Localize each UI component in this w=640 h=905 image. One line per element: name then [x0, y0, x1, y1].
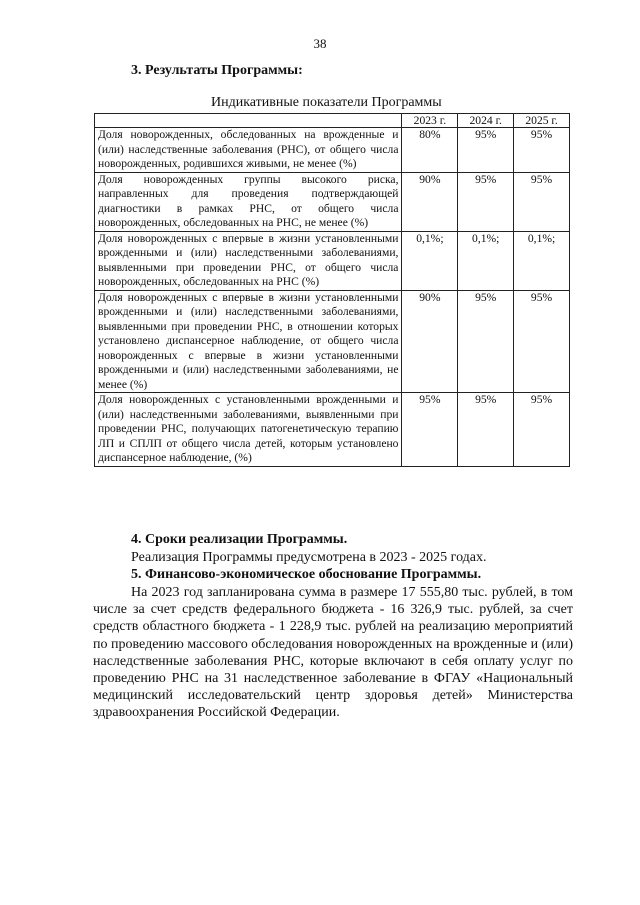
value-2024: 95%	[458, 290, 514, 393]
section-4-heading: 4. Сроки реализации Программы.	[131, 532, 348, 547]
section-4-text: Реализация Программы предусмотрена в 2023 - 2025 годах.	[131, 550, 487, 565]
table-row	[95, 231, 570, 290]
section-5-paragraph: На 2023 год запланирована сумма в размере 17 555,80 тыс. рублей, в том числе за счет средств федерального бюджета - 16 326,9 тыс. рублей, за счет средств областного бюджета - 1 228,9 тыс. рублей на реализацию мероприятий по проведению массового обследования новорожденных на врожденные и (или) наследственные заболевания РНС, которые включают в себя оплату услуг по проведению РНС на 31 наследственное заболевание в ФГАУ «Национальный медицинский исследовательский центр здоровья детей» Министерства здравоохранения Российской Федерации.	[93, 585, 573, 721]
table-row	[95, 393, 570, 467]
header-cell-2023: 2023 г.	[402, 114, 458, 128]
value-2023: 0,1%;	[402, 231, 458, 290]
value-2025: 95%	[514, 172, 570, 231]
table-row	[95, 290, 570, 393]
table-caption: Индикативные показатели Программы	[211, 95, 442, 110]
header-cell-blank	[95, 114, 402, 128]
value-2025: 95%	[514, 290, 570, 393]
value-2023: 90%	[402, 290, 458, 393]
value-2024: 95%	[458, 393, 514, 467]
value-2023: 90%	[402, 172, 458, 231]
section-5-heading: 5. Финансово-экономическое обоснование Программы.	[131, 567, 482, 582]
page-number: 38	[313, 36, 327, 51]
value-2025: 0,1%;	[514, 231, 570, 290]
indicator-description: Доля новорожденных с впервые в жизни установленными врожденными и (или) наследственными заболеваниями, выявленными при проведении РНС, от общего числа новорожденных, обследованных на РНС (%)	[95, 231, 402, 290]
indicator-description: Доля новорожденных группы высокого риска, направленных для проведения подтверждающей диагностики в рамках РНС, от общего числа новорожденных, обследованных на РНС, не менее (%)	[95, 172, 402, 231]
indicators-table	[94, 113, 570, 467]
indicator-description: Доля новорожденных, обследованных на врожденные и (или) наследственные заболевания (РНС), от общего числа новорожденных, родившихся живыми, не менее (%)	[95, 128, 402, 173]
value-2024: 95%	[458, 172, 514, 231]
header-cell-2024: 2024 г.	[458, 114, 514, 128]
header-cell-2025: 2025 г.	[514, 114, 570, 128]
table-row	[95, 172, 570, 231]
value-2024: 95%	[458, 128, 514, 173]
value-2023: 80%	[402, 128, 458, 173]
value-2025: 95%	[514, 128, 570, 173]
section-3-heading: 3. Результаты Программы:	[131, 63, 303, 78]
table-header-row	[95, 114, 570, 128]
indicator-description: Доля новорожденных с впервые в жизни установленными врожденными и (или) наследственными заболеваниями, выявленными при проведении РНС, в отношении которых установлено диспансерное наблюдение, от общего числа новорожденных с впервые в жизни установленными врожденными и (или) наследственными заболеваниями, не менее (%)	[95, 290, 402, 393]
value-2023: 95%	[402, 393, 458, 467]
value-2025: 95%	[514, 393, 570, 467]
indicator-description: Доля новорожденных с установленными врожденными и (или) наследственными заболеваниями, выявленными при проведении РНС, получающих патогенетическую терапию ЛП и СПЛП от общего числа детей, которым установлено диспансерное наблюдение, (%)	[95, 393, 402, 467]
value-2024: 0,1%;	[458, 231, 514, 290]
table-row	[95, 128, 570, 173]
